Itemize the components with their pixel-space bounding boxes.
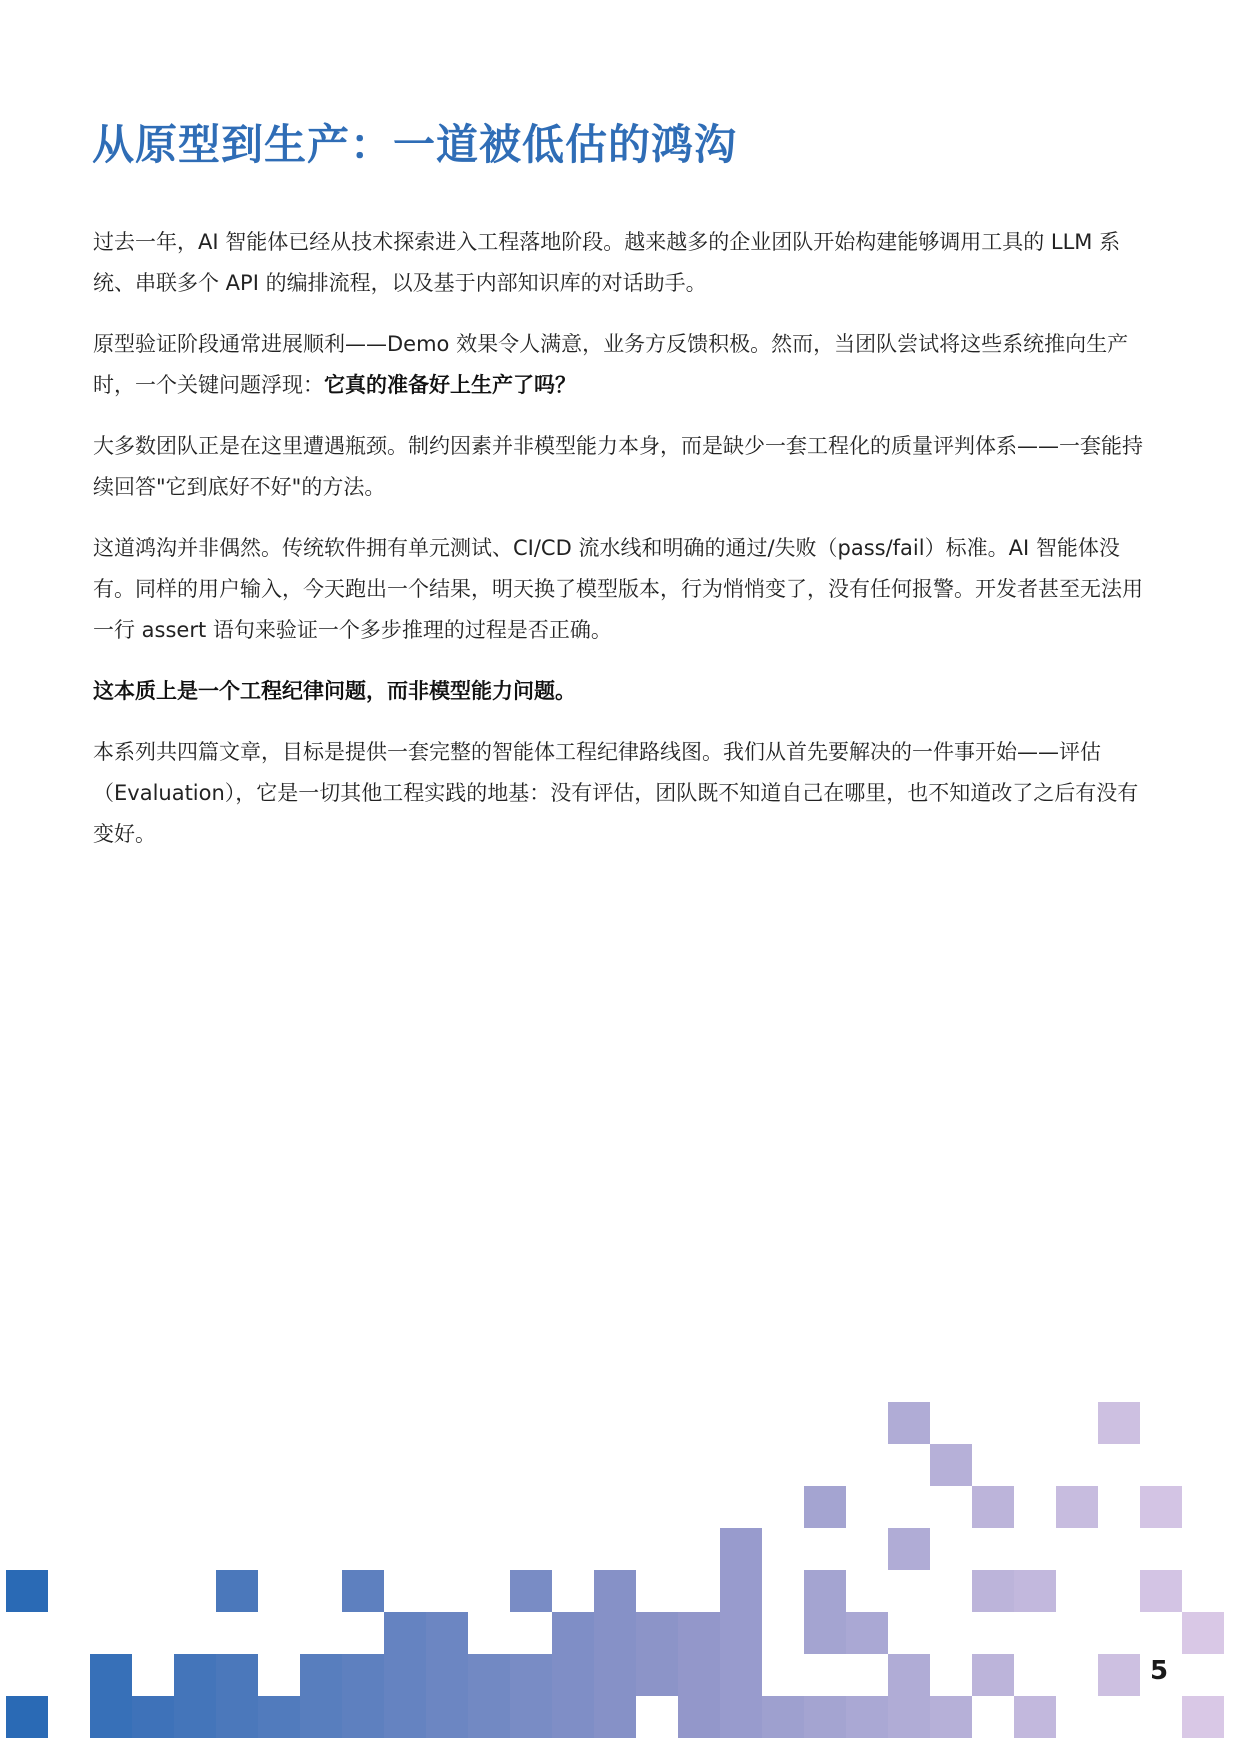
mosaic-tile	[132, 1696, 174, 1738]
mosaic-tile	[1182, 1696, 1224, 1738]
mosaic-tile	[342, 1654, 384, 1696]
mosaic-tile	[930, 1696, 972, 1738]
mosaic-tile	[6, 1570, 48, 1612]
mosaic-tile	[888, 1696, 930, 1738]
paragraph-prototype	[93, 324, 1153, 406]
mosaic-tile	[888, 1402, 930, 1444]
mosaic-tile	[594, 1570, 636, 1612]
mosaic-tile	[846, 1612, 888, 1654]
mosaic-tile	[930, 1444, 972, 1486]
mosaic-tile	[720, 1696, 762, 1738]
page-number: 5	[1150, 1656, 1169, 1686]
mosaic-tile	[174, 1696, 216, 1738]
mosaic-tile	[1182, 1612, 1224, 1654]
mosaic-tile	[300, 1654, 342, 1696]
paragraph-series	[93, 732, 1153, 855]
mosaic-tile	[258, 1696, 300, 1738]
mosaic-tile	[216, 1654, 258, 1696]
mosaic-tile	[1098, 1402, 1140, 1444]
paragraph-series-text: 本系列共四篇文章，目标是提供一套完整的智能体工程纪律路线图。我们从首先要解决的一件事开始——评估（Evaluation），它是一切其他工程实践的地基：没有评估，团队既不知道自己在哪里，也不知道改了之后有没有变好。	[93, 740, 1139, 846]
mosaic-tile	[510, 1696, 552, 1738]
mosaic-tile	[762, 1696, 804, 1738]
mosaic-tile	[216, 1570, 258, 1612]
mosaic-tile	[384, 1696, 426, 1738]
paragraph-bottleneck	[93, 426, 1153, 508]
mosaic-tile	[846, 1696, 888, 1738]
mosaic-tile	[90, 1654, 132, 1696]
mosaic-tile	[720, 1570, 762, 1612]
mosaic-tile	[1098, 1654, 1140, 1696]
mosaic-tile	[594, 1612, 636, 1654]
mosaic-tile	[636, 1612, 678, 1654]
mosaic-tile	[594, 1654, 636, 1696]
paragraph-intro	[93, 222, 1153, 304]
mosaic-tile	[90, 1696, 132, 1738]
paragraph-prototype-text: 原型验证阶段通常进展顺利——Demo 效果令人满意，业务方反馈积极。然而，当团队尝试将这些系统推向生产时，一个关键问题浮现：	[93, 332, 1129, 397]
paragraph-thesis	[93, 671, 1153, 712]
paragraph-bottleneck-text: 大多数团队正是在这里遭遇瓶颈。制约因素并非模型能力本身，而是缺少一套工程化的质量评判体系——一套能持续回答"它到底好不好"的方法。	[93, 434, 1143, 499]
mosaic-tile	[426, 1696, 468, 1738]
mosaic-tile	[720, 1528, 762, 1570]
mosaic-tile	[1056, 1486, 1098, 1528]
mosaic-tile	[1140, 1486, 1182, 1528]
mosaic-tile	[384, 1612, 426, 1654]
mosaic-tile	[678, 1654, 720, 1696]
mosaic-tile	[1014, 1570, 1056, 1612]
page-title: 从原型到生产：一道被低估的鸿沟	[92, 120, 738, 169]
mosaic-tile	[174, 1654, 216, 1696]
mosaic-tile	[804, 1570, 846, 1612]
mosaic-tile	[1140, 1570, 1182, 1612]
mosaic-tile	[510, 1654, 552, 1696]
mosaic-tile	[888, 1654, 930, 1696]
mosaic-tile	[510, 1570, 552, 1612]
article-body	[93, 222, 1153, 875]
mosaic-tile	[216, 1696, 258, 1738]
mosaic-tile	[678, 1696, 720, 1738]
paragraph-intro-text: 过去一年，AI 智能体已经从技术探索进入工程落地阶段。越来越多的企业团队开始构建能够调用工具的 LLM 系统、串联多个 API 的编排流程，以及基于内部知识库的对话助手。	[93, 230, 1121, 295]
mosaic-tile	[426, 1654, 468, 1696]
mosaic-tile	[804, 1486, 846, 1528]
paragraph-gap	[93, 528, 1153, 651]
paragraph-gap-text: 这道鸿沟并非偶然。传统软件拥有单元测试、CI/CD 流水线和明确的通过/失败（pass/fail）标准。AI 智能体没有。同样的用户输入，今天跑出一个结果，明天换了模型版本，行为悄悄变了，没有任何报警。开发者甚至无法用一行 assert 语句来验证一个多步推理的过程是否正确。	[93, 536, 1143, 642]
mosaic-tile	[636, 1654, 678, 1696]
mosaic-tile	[804, 1612, 846, 1654]
mosaic-tile	[972, 1570, 1014, 1612]
thesis-statement: 这本质上是一个工程纪律问题，而非模型能力问题。	[93, 679, 576, 703]
mosaic-tile	[720, 1612, 762, 1654]
mosaic-tile	[594, 1696, 636, 1738]
mosaic-tile	[300, 1696, 342, 1738]
mosaic-tile	[972, 1486, 1014, 1528]
mosaic-tile	[972, 1654, 1014, 1696]
mosaic-tile	[888, 1528, 930, 1570]
mosaic-tile	[804, 1696, 846, 1738]
mosaic-tile	[1014, 1696, 1056, 1738]
mosaic-tile	[552, 1654, 594, 1696]
mosaic-tile	[552, 1612, 594, 1654]
mosaic-tile	[678, 1612, 720, 1654]
mosaic-tile	[426, 1612, 468, 1654]
mosaic-tile	[468, 1696, 510, 1738]
key-question: 它真的准备好上生产了吗？	[324, 373, 576, 397]
mosaic-tile	[384, 1654, 426, 1696]
mosaic-tile	[552, 1696, 594, 1738]
mosaic-tile	[720, 1654, 762, 1696]
mosaic-tile	[342, 1696, 384, 1738]
mosaic-tile	[468, 1654, 510, 1696]
mosaic-tile	[6, 1696, 48, 1738]
mosaic-tile	[342, 1570, 384, 1612]
